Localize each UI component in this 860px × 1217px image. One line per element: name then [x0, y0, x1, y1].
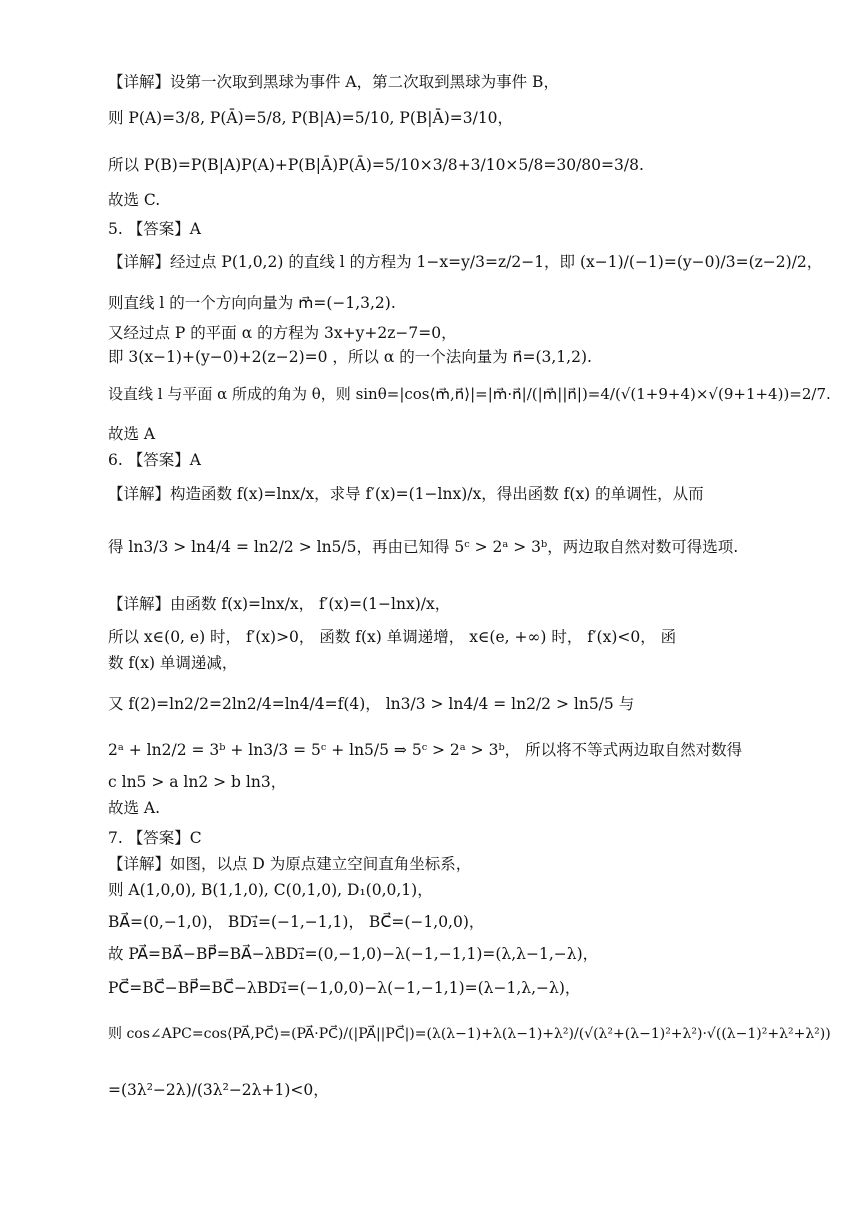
text-line: 故 PA⃗=BA⃗−BP⃗=BA⃗−λBD₁⃗=(0,−1,0)−λ(−1,−1,1)=(λ,λ−1,−λ)，: [108, 945, 599, 963]
text-line: 6. 【答案】A: [108, 451, 201, 469]
text-line: 【详解】经过点 P(1,0,2) 的直线 l 的方程为 1−x=y/3=z/2−1，即 (x−1)/(−1)=(y−0)/3=(z−2)/2，: [108, 253, 823, 271]
text-line: 【详解】如图，以点 D 为原点建立空间直角坐标系，: [108, 855, 472, 873]
text-line: 7. 【答案】C: [108, 829, 202, 847]
text-line: 所以 x∈(0, e) 时， f′(x)>0， 函数 f(x) 单调递增， x∈(e, +∞) 时， f′(x)<0， 函: [108, 628, 677, 646]
text-line: 5. 【答案】A: [108, 220, 201, 238]
text-line: =(3λ²−2λ)/(3λ²−2λ+1)<0，: [108, 1081, 329, 1099]
text-line: 【详解】由函数 f(x)=lnx/x， f′(x)=(1−lnx)/x，: [108, 595, 451, 613]
text-line: 数 f(x) 单调递减，: [108, 654, 238, 672]
text-line: 故选 A.: [108, 799, 161, 817]
text-line: 又经过点 P 的平面 α 的方程为 3x+y+2z−7=0，: [108, 324, 457, 342]
text-line: 则 P(A)=3/8, P(Ā)=5/8, P(B|A)=5/10, P(B|Ā)=3/10，: [108, 109, 514, 127]
text-line: 则 A(1,0,0), B(1,1,0), C(0,1,0), D₁(0,0,1)，: [108, 881, 433, 899]
text-line: 得 ln3/3 > ln4/4 = ln2/2 > ln5/5，再由已知得 5ᶜ > 2ᵃ > 3ᵇ，两边取自然对数可得选项.: [108, 538, 739, 556]
text-line: PC⃗=BC⃗−BP⃗=BC⃗−λBD₁⃗=(−1,0,0)−λ(−1,−1,1)=(λ−1,λ,−λ)，: [108, 979, 581, 997]
text-line: 【详解】构造函数 f(x)=lnx/x，求导 f′(x)=(1−lnx)/x，得出函数 f(x) 的单调性，从而: [108, 485, 704, 503]
text-line: 又 f(2)=ln2/2=2ln2/4=ln4/4=f(4)， ln3/3 > ln4/4 = ln2/2 > ln5/5 与: [108, 695, 635, 713]
text-line: 即 3(x−1)+(y−0)+2(z−2)=0 ，所以 α 的一个法向量为 n⃗=(3,1,2).: [108, 348, 592, 366]
text-line: 故选 A: [108, 425, 156, 443]
text-line: 则直线 l 的一个方向向量为 m⃗=(−1,3,2).: [108, 294, 396, 312]
text-line: 2ᵃ + ln2/2 = 3ᵇ + ln3/3 = 5ᶜ + ln5/5 ⇒ 5ᶜ > 2ᵃ > 3ᵇ， 所以将不等式两边取自然对数得: [108, 741, 743, 759]
text-line: 【详解】设第一次取到黑球为事件 A，第二次取到黑球为事件 B，: [108, 73, 559, 91]
text-line: BA⃗=(0,−1,0)， BD₁⃗=(−1,−1,1)， BC⃗=(−1,0,0)，: [108, 913, 485, 931]
text-line: c ln5 > a ln2 > b ln3，: [108, 773, 287, 791]
text-line: 设直线 l 与平面 α 所成的角为 θ，则 sinθ=|cos⟨m⃗,n⃗⟩|=|m⃗·n⃗|/(|m⃗||n⃗|)=4/(√(1+9+4)×√(9+1+4))=2/7.: [108, 385, 831, 403]
text-line: 所以 P(B)=P(B|A)P(A)+P(B|Ā)P(Ā)=5/10×3/8+3/10×5/8=30/80=3/8.: [108, 156, 644, 174]
text-line: 则 cos∠APC=cos⟨PA⃗,PC⃗⟩=(PA⃗·PC⃗)/(|PA⃗||PC⃗|)=(λ(λ−1)+λ(λ−1)+λ²)/(√(λ²+(λ−1)²+λ²)·√((λ−1)²+λ²+λ²)): [108, 1026, 831, 1042]
text-line: 故选 C.: [108, 191, 161, 209]
